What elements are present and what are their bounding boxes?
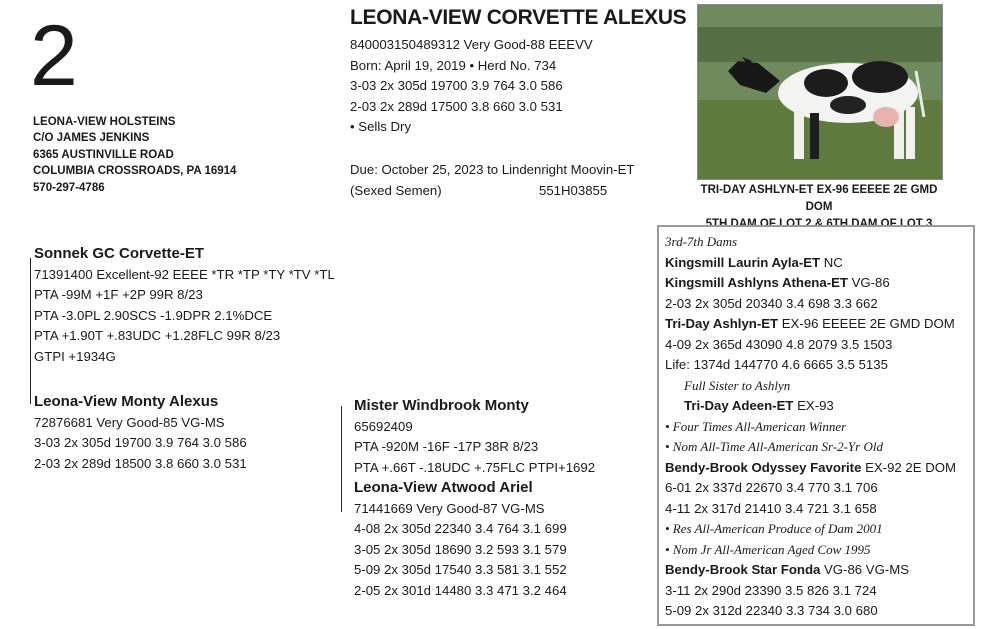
cow-photo-image xyxy=(698,5,942,179)
dam-honor: • Res All-American Produce of Dam 2001 xyxy=(665,521,883,536)
dam-entry-name: Bendy-Brook Odyssey Favorite xyxy=(665,459,862,475)
maternal-dam-line: 2-05 2x 301d 14480 3.3 471 3.2 464 xyxy=(354,582,567,598)
dam-entry xyxy=(665,314,956,335)
dam-entry-name: Tri-Day Adeen-ET xyxy=(684,398,794,413)
animal-born-line: Born: April 19, 2019 • Herd No. 734 xyxy=(350,57,557,73)
maternal-dam-line: 71441669 Very Good-87 VG-MS xyxy=(354,500,545,516)
dam-line: 3-03 2x 305d 19700 3.9 764 3.0 586 xyxy=(34,435,247,450)
sire-line: PTA +1.90T +.83UDC +1.28FLC 99R 8/23 xyxy=(34,328,281,343)
animal-note: • Sells Dry xyxy=(350,119,412,134)
pedigree-bracket xyxy=(30,258,31,404)
dam-entry-name: Kingsmill Ashlyns Athena-ET xyxy=(665,275,848,290)
dam-line: 2-03 2x 289d 18500 3.8 660 3.0 531 xyxy=(34,455,247,471)
sire-line: GTPI +1934G xyxy=(34,348,116,364)
maternal-bracket xyxy=(341,406,342,512)
dam-honor: • Nom All-Time All-American Sr-2-Yr Old xyxy=(665,439,883,454)
photo-caption-line1: TRI-DAY ASHLYN-ET EX-96 EEEEE 2E GMD DOM xyxy=(700,184,938,213)
dam-honor: • Nom Jr All-American Aged Cow 1995 xyxy=(665,541,871,557)
sire-line: PTA -3.0PL 2.90SCS -1.9DPR 2.1%DCE xyxy=(34,307,273,323)
dam-record: 6-01 2x 337d 22670 3.4 770 3.1 706 xyxy=(665,480,878,495)
dams-heading: 3rd-7th Dams xyxy=(665,234,738,249)
dam-record: 3-11 2x 290d 23390 3.5 826 3.1 724 xyxy=(665,582,877,598)
dam-record: 4-09 2x 365d 43090 4.8 2079 3.5 1503 xyxy=(665,336,893,352)
maternal-sire-line: 65692409 xyxy=(354,418,413,434)
consignor-care-of: C/O JAMES JENKINS xyxy=(33,132,150,145)
dam-entry xyxy=(665,396,956,417)
consignor-phone: 570-297-4786 xyxy=(33,181,105,194)
sire-block xyxy=(34,244,335,367)
dam-honor: • Four Times All-American Winner xyxy=(665,418,847,434)
maternal-dam-name: Leona-View Atwood Ariel xyxy=(354,479,533,496)
maternal-sire-line: PTA +.66T -.18UDC +.75FLC PTPI+1692 xyxy=(354,459,596,475)
dam-entry-name: Kingsmill Laurin Ayla-ET xyxy=(665,254,821,270)
sire-line: PTA -99M +1F +2P 99R 8/23 xyxy=(34,287,203,302)
dam-line: 72876681 Very Good-85 VG-MS xyxy=(34,414,225,430)
due-date: Due: October 25, 2023 to Lindenright Moovin-ET xyxy=(350,162,635,177)
maternal-grandsire-block xyxy=(354,396,595,601)
maternal-sire-line: PTA -920M -16F -17P 38R 8/23 xyxy=(354,439,539,454)
dam-record: 5-09 2x 312d 22340 3.3 734 3.0 680 xyxy=(665,603,878,618)
dam-entry-name: Tri-Day Ashlyn-ET xyxy=(665,316,779,331)
maternal-dam-line: 4-08 2x 305d 22340 3.4 764 3.1 699 xyxy=(354,521,567,536)
consignor-name: LEONA-VIEW HOLSTEINS xyxy=(33,116,176,128)
maternal-dam-line: 5-09 2x 305d 17540 3.3 581 3.1 552 xyxy=(354,562,567,577)
maternal-sire-name: Mister Windbrook Monty xyxy=(354,397,529,414)
dam-entry-class: EX-92 2E DOM xyxy=(861,459,956,475)
sire-name: Sonnek GC Corvette-ET xyxy=(34,245,205,262)
dam-block xyxy=(34,392,247,474)
consignor-city: COLUMBIA CROSSROADS, PA 16914 xyxy=(33,165,237,178)
dam-entry-class: VG-86 VG-MS xyxy=(820,562,910,577)
dam-entry xyxy=(665,458,956,479)
dam-entry-class: EX-96 EEEEE 2E GMD DOM xyxy=(778,316,955,331)
animal-id-line: 840003150489312 Very Good-88 EEEVV xyxy=(350,37,593,52)
animal-details xyxy=(350,35,593,138)
dam-entry xyxy=(665,560,956,581)
animal-name: LEONA-VIEW CORVETTE ALEXUS xyxy=(350,6,687,29)
dam-entry-class: EX-93 xyxy=(793,398,834,413)
dam-record: 2-03 2x 305d 20340 3.4 698 3.3 662 xyxy=(665,295,878,311)
animal-record: 2-03 2x 289d 17500 3.8 660 3.0 531 xyxy=(350,98,563,114)
dams-list xyxy=(665,232,956,622)
semen-type: (Sexed Semen) xyxy=(350,182,442,198)
dam-entry-class: VG-86 xyxy=(847,275,890,290)
lot-number: 2 xyxy=(30,8,78,104)
dam-record: 4-11 2x 317d 21410 3.4 721 3.1 658 xyxy=(665,500,877,516)
service-sire-code: 551H03855 xyxy=(539,183,608,198)
cow-photo xyxy=(697,4,943,180)
consignor-block xyxy=(33,114,236,196)
photo-caption-line2: 5TH DAM OF LOT 2 & 6TH DAM OF LOT 3 xyxy=(705,218,933,230)
sire-line: 71391400 Excellent-92 EEEE *TR *TP *TY *TV *TL xyxy=(34,266,335,282)
animal-record: 3-03 2x 305d 19700 3.9 764 3.0 586 xyxy=(350,78,563,93)
dam-entry xyxy=(665,273,956,294)
dam-name: Leona-View Monty Alexus xyxy=(34,393,219,410)
dam-entry xyxy=(665,253,956,274)
dam-record: Life: 1374d 144770 4.6 6665 3.5 5135 xyxy=(665,357,888,372)
consignor-street: 6365 AUSTINVILLE ROAD xyxy=(33,148,174,161)
dam-note: Full Sister to Ashlyn xyxy=(684,377,791,393)
dam-entry-name: Bendy-Brook Star Fonda xyxy=(665,562,821,577)
dam-entry-class: NC xyxy=(820,254,843,270)
maternal-dam-line: 3-05 2x 305d 18690 3.2 593 3.1 579 xyxy=(354,541,567,557)
